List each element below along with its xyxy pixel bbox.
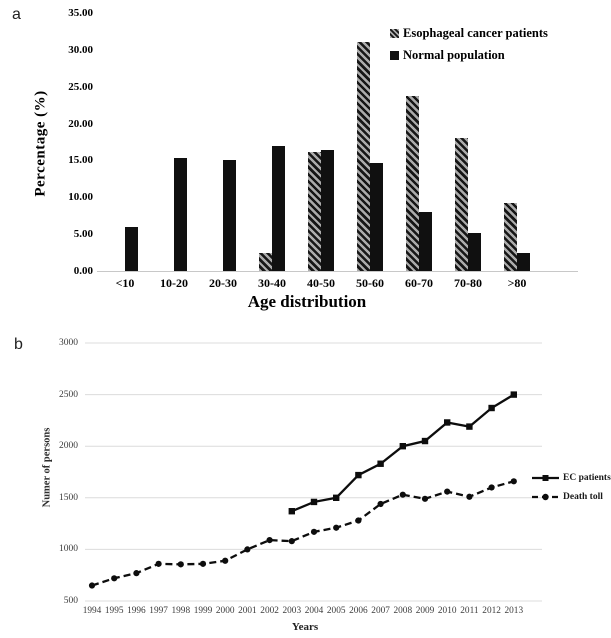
- square-marker: [400, 443, 406, 449]
- bar-solid-40-50: [321, 150, 334, 271]
- x-tick-label: 1994: [82, 606, 102, 616]
- circle-marker: [133, 570, 139, 576]
- bar-hatched-50-60: [357, 42, 370, 271]
- y-tick-label: 500: [63, 596, 78, 606]
- circle-marker: [422, 496, 428, 502]
- bar-solid-60-70: [419, 212, 432, 271]
- x-tick-label: 1997: [149, 606, 168, 616]
- x-tick-label: 50-60: [356, 276, 384, 290]
- x-tick-label: 30-40: [258, 276, 286, 290]
- circle-marker: [111, 575, 117, 581]
- chart-a-legend: [390, 22, 548, 66]
- y-tick-label: 2000: [59, 441, 78, 452]
- x-tick-label: 2010: [437, 606, 457, 616]
- circle-marker: [378, 501, 384, 507]
- x-tick-label: 2002: [260, 606, 279, 616]
- circle-marker: [489, 484, 495, 490]
- bar-solid-70-80: [468, 233, 481, 271]
- bar-solid-10-20: [174, 158, 187, 271]
- y-tick-label: 35.00: [68, 7, 93, 19]
- x-tick-label: 2011: [460, 606, 479, 616]
- x-tick-label: 2012: [482, 606, 501, 616]
- line-circle: [92, 481, 514, 585]
- square-marker: [511, 391, 517, 397]
- x-tick-label: 1999: [193, 606, 213, 616]
- x-tick-label: 2006: [349, 606, 368, 616]
- circle-marker: [444, 489, 450, 495]
- x-tick-label: 2009: [415, 606, 435, 616]
- y-tick-label: 5.00: [73, 228, 93, 241]
- circle-marker: [178, 561, 184, 567]
- square-marker: [311, 499, 317, 505]
- square-marker: [355, 472, 361, 478]
- y-tick-label: 20.00: [68, 117, 93, 130]
- circle-marker: [311, 529, 317, 535]
- circle-marker: [355, 517, 361, 523]
- legend-label: Normal population: [403, 47, 505, 62]
- chart-b-x-axis-title: Years: [291, 621, 319, 633]
- y-tick-label: 10.00: [68, 191, 93, 204]
- circle-marker: [333, 525, 339, 531]
- circle-marker: [466, 494, 472, 500]
- square-marker: [333, 495, 339, 501]
- bar-solid-20-30: [223, 160, 236, 271]
- panel-b-label: b: [14, 336, 23, 353]
- legend-item-ec-patients: [532, 468, 611, 487]
- bar-hatched-40-50: [308, 152, 321, 271]
- y-tick-label: 15.00: [68, 154, 93, 167]
- y-tick-label: 3000: [59, 338, 78, 348]
- bar-hatched-70-80: [455, 138, 468, 271]
- x-tick-label: 2007: [371, 606, 390, 616]
- panel-a-label: a: [12, 6, 21, 23]
- x-tick-label: 10-20: [160, 276, 188, 290]
- circle-marker: [222, 558, 228, 564]
- circle-marker: [511, 478, 517, 484]
- legend-item-normal: [390, 44, 548, 66]
- x-tick-label: >80: [507, 276, 527, 290]
- square-marker: [377, 461, 383, 467]
- bar-solid-<10: [125, 227, 138, 271]
- legend-item-esophageal: [390, 22, 548, 44]
- legend-label: Death toll: [563, 491, 603, 502]
- hatched-swatch-icon: [390, 29, 399, 38]
- circle-marker: [289, 538, 295, 544]
- chart-b-y-axis-title: Numer of persons: [41, 427, 53, 508]
- x-tick-label: 2003: [282, 606, 302, 616]
- solid-line-square-marker-icon: [532, 473, 559, 483]
- bar-solid->80: [517, 253, 530, 271]
- chart-b-plot-area: [0, 320, 611, 638]
- x-tick-label: 2000: [215, 606, 235, 616]
- bar-solid-30-40: [272, 146, 285, 271]
- x-tick-label: 70-80: [454, 276, 482, 290]
- square-marker: [444, 419, 450, 425]
- x-tick-label: 1995: [104, 606, 124, 616]
- chart-a-x-axis-line: [97, 271, 578, 272]
- legend-item-death-toll: [532, 487, 611, 506]
- circle-marker: [244, 546, 250, 552]
- x-tick-label: 20-30: [209, 276, 237, 290]
- y-tick-label: 30.00: [68, 43, 93, 56]
- legend-label: Esophageal cancer patients: [403, 25, 548, 40]
- x-tick-label: 2004: [304, 606, 324, 616]
- dashed-line-circle-marker-icon: [532, 492, 559, 502]
- circle-marker: [200, 561, 206, 567]
- x-tick-label: 2013: [504, 606, 524, 616]
- square-marker: [422, 438, 428, 444]
- y-tick-label: 1500: [59, 492, 78, 503]
- chart-a-x-axis-title: Age distribution: [247, 292, 367, 311]
- x-tick-label: 60-70: [405, 276, 433, 290]
- circle-marker: [156, 561, 162, 567]
- circle-marker: [267, 537, 273, 543]
- x-tick-label: 1998: [171, 606, 191, 616]
- line-chart-persons-by-year: [0, 320, 611, 638]
- y-tick-label: 0.00: [73, 265, 93, 277]
- y-tick-label: 25.00: [68, 80, 93, 93]
- y-tick-label: 1000: [59, 544, 78, 555]
- legend-label: EC patients: [563, 472, 611, 483]
- y-tick-label: 2500: [59, 389, 78, 400]
- x-tick-label: 2001: [238, 606, 257, 616]
- x-tick-label: 2005: [326, 606, 346, 616]
- circle-marker: [89, 582, 95, 588]
- x-tick-label: 1996: [127, 606, 146, 616]
- bar-hatched->80: [504, 203, 517, 271]
- square-marker: [289, 508, 295, 514]
- chart-a-y-axis-title: Percentage (%): [32, 90, 49, 197]
- circle-marker: [400, 492, 406, 498]
- chart-b-legend: [532, 468, 611, 506]
- x-tick-label: 40-50: [307, 276, 335, 290]
- bar-solid-50-60: [370, 163, 383, 271]
- square-marker: [466, 423, 472, 429]
- square-marker: [488, 405, 494, 411]
- x-tick-label: 2008: [393, 606, 413, 616]
- x-tick-label: <10: [115, 276, 135, 290]
- solid-swatch-icon: [390, 51, 399, 60]
- bar-hatched-60-70: [406, 96, 419, 271]
- bar-hatched-30-40: [259, 253, 272, 271]
